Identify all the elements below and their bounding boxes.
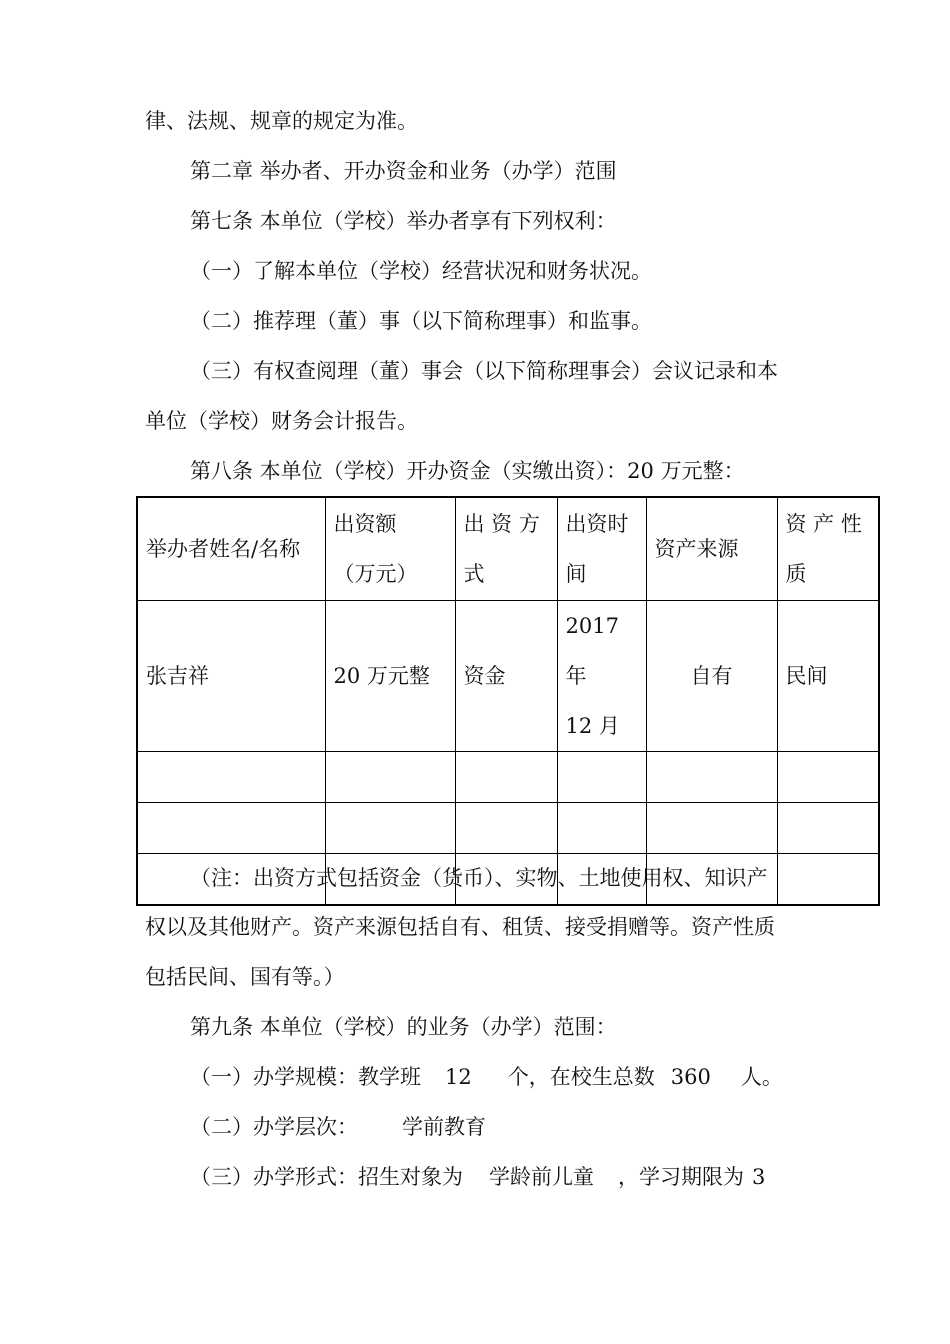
empty-cell bbox=[325, 751, 455, 802]
article-9-item-1 bbox=[190, 1062, 783, 1092]
enrollment-target: 学龄前儿童 bbox=[489, 1165, 594, 1189]
header-source: 资产来源 bbox=[646, 497, 777, 600]
note-line-3: 包括民间、国有等。） bbox=[145, 965, 345, 989]
empty-cell bbox=[777, 802, 879, 853]
header-method-line-1: 出 资 方 bbox=[463, 511, 540, 536]
header-amount-line-1: 出资额 bbox=[333, 511, 397, 536]
scale-mid: 个，在校生总数 bbox=[507, 1065, 655, 1089]
paragraph-line-1: 律、法规、规章的规定为准。 bbox=[145, 109, 418, 133]
scale-prefix: （一）办学规模：教学班 bbox=[190, 1065, 421, 1089]
table-row bbox=[137, 751, 879, 802]
header-method bbox=[455, 497, 557, 600]
student-count: 360 bbox=[670, 1065, 711, 1089]
empty-cell bbox=[557, 751, 646, 802]
study-years: 3 bbox=[752, 1165, 766, 1189]
header-amount bbox=[325, 497, 455, 600]
cell-time bbox=[557, 600, 646, 751]
level-prefix: （二）办学层次： bbox=[190, 1115, 358, 1139]
article-9-item-3 bbox=[190, 1162, 765, 1192]
header-nature-line-2: 质 bbox=[785, 561, 807, 586]
empty-cell bbox=[455, 751, 557, 802]
header-method-line-2: 式 bbox=[463, 561, 485, 586]
article-8-title: 第八条 本单位（学校）开办资金（实缴出资）：20 万元整： bbox=[190, 459, 745, 483]
table-header-row bbox=[137, 497, 879, 600]
funding-table bbox=[136, 496, 880, 906]
article-7-title: 第七条 本单位（学校）举办者享有下列权利： bbox=[190, 209, 617, 233]
empty-cell bbox=[557, 802, 646, 853]
cell-method: 资金 bbox=[455, 600, 557, 751]
scale-suffix: 人。 bbox=[740, 1065, 783, 1089]
cell-nature: 民间 bbox=[777, 600, 879, 751]
article-9-item-2 bbox=[190, 1112, 486, 1142]
cell-time-line-1: 2017 年 bbox=[565, 613, 619, 688]
empty-cell bbox=[646, 751, 777, 802]
class-count: 12 bbox=[445, 1065, 472, 1089]
cell-name: 张吉祥 bbox=[137, 600, 325, 751]
cell-amount: 20 万元整 bbox=[325, 600, 455, 751]
article-7-item-1: （一）了解本单位（学校）经营状况和财务状况。 bbox=[190, 259, 652, 283]
empty-cell bbox=[325, 802, 455, 853]
note-line-2: 权以及其他财产。资产来源包括自有、租赁、接受捐赠等。资产性质 bbox=[145, 915, 775, 939]
form-prefix: （三）办学形式：招生对象为 bbox=[190, 1165, 463, 1189]
empty-cell bbox=[777, 751, 879, 802]
education-level: 学前教育 bbox=[402, 1115, 486, 1139]
empty-cell bbox=[455, 802, 557, 853]
header-name: 举办者姓名/名称 bbox=[137, 497, 325, 600]
header-nature bbox=[777, 497, 879, 600]
header-time bbox=[557, 497, 646, 600]
empty-cell bbox=[137, 751, 325, 802]
header-time-line-2: 间 bbox=[565, 561, 587, 586]
article-7-item-2: （二）推荐理（董）事（以下简称理事）和监事。 bbox=[190, 309, 652, 333]
table-row bbox=[137, 802, 879, 853]
article-7-item-3: （三）有权查阅理（董）事会（以下简称理事会）会议记录和本 bbox=[190, 359, 778, 383]
header-amount-line-2: （万元） bbox=[333, 561, 418, 586]
article-7-item-3-cont: 单位（学校）财务会计报告。 bbox=[145, 409, 418, 433]
table-row bbox=[137, 600, 879, 751]
form-mid: ，学习期限为 bbox=[618, 1165, 744, 1189]
chapter-heading: 第二章 举办者、开办资金和业务（办学）范围 bbox=[190, 159, 617, 183]
cell-time-line-2: 12 月 bbox=[565, 713, 620, 738]
article-9-title: 第九条 本单位（学校）的业务（办学）范围： bbox=[190, 1015, 617, 1039]
empty-cell bbox=[137, 802, 325, 853]
header-nature-line-1: 资 产 性 bbox=[785, 511, 862, 536]
empty-cell bbox=[646, 802, 777, 853]
header-time-line-1: 出资时 bbox=[565, 511, 629, 536]
note-line-1: （注：出资方式包括资金（货币）、实物、土地使用权、知识产 bbox=[190, 866, 768, 890]
empty-cell bbox=[777, 853, 879, 905]
cell-source: 自有 bbox=[646, 600, 777, 751]
